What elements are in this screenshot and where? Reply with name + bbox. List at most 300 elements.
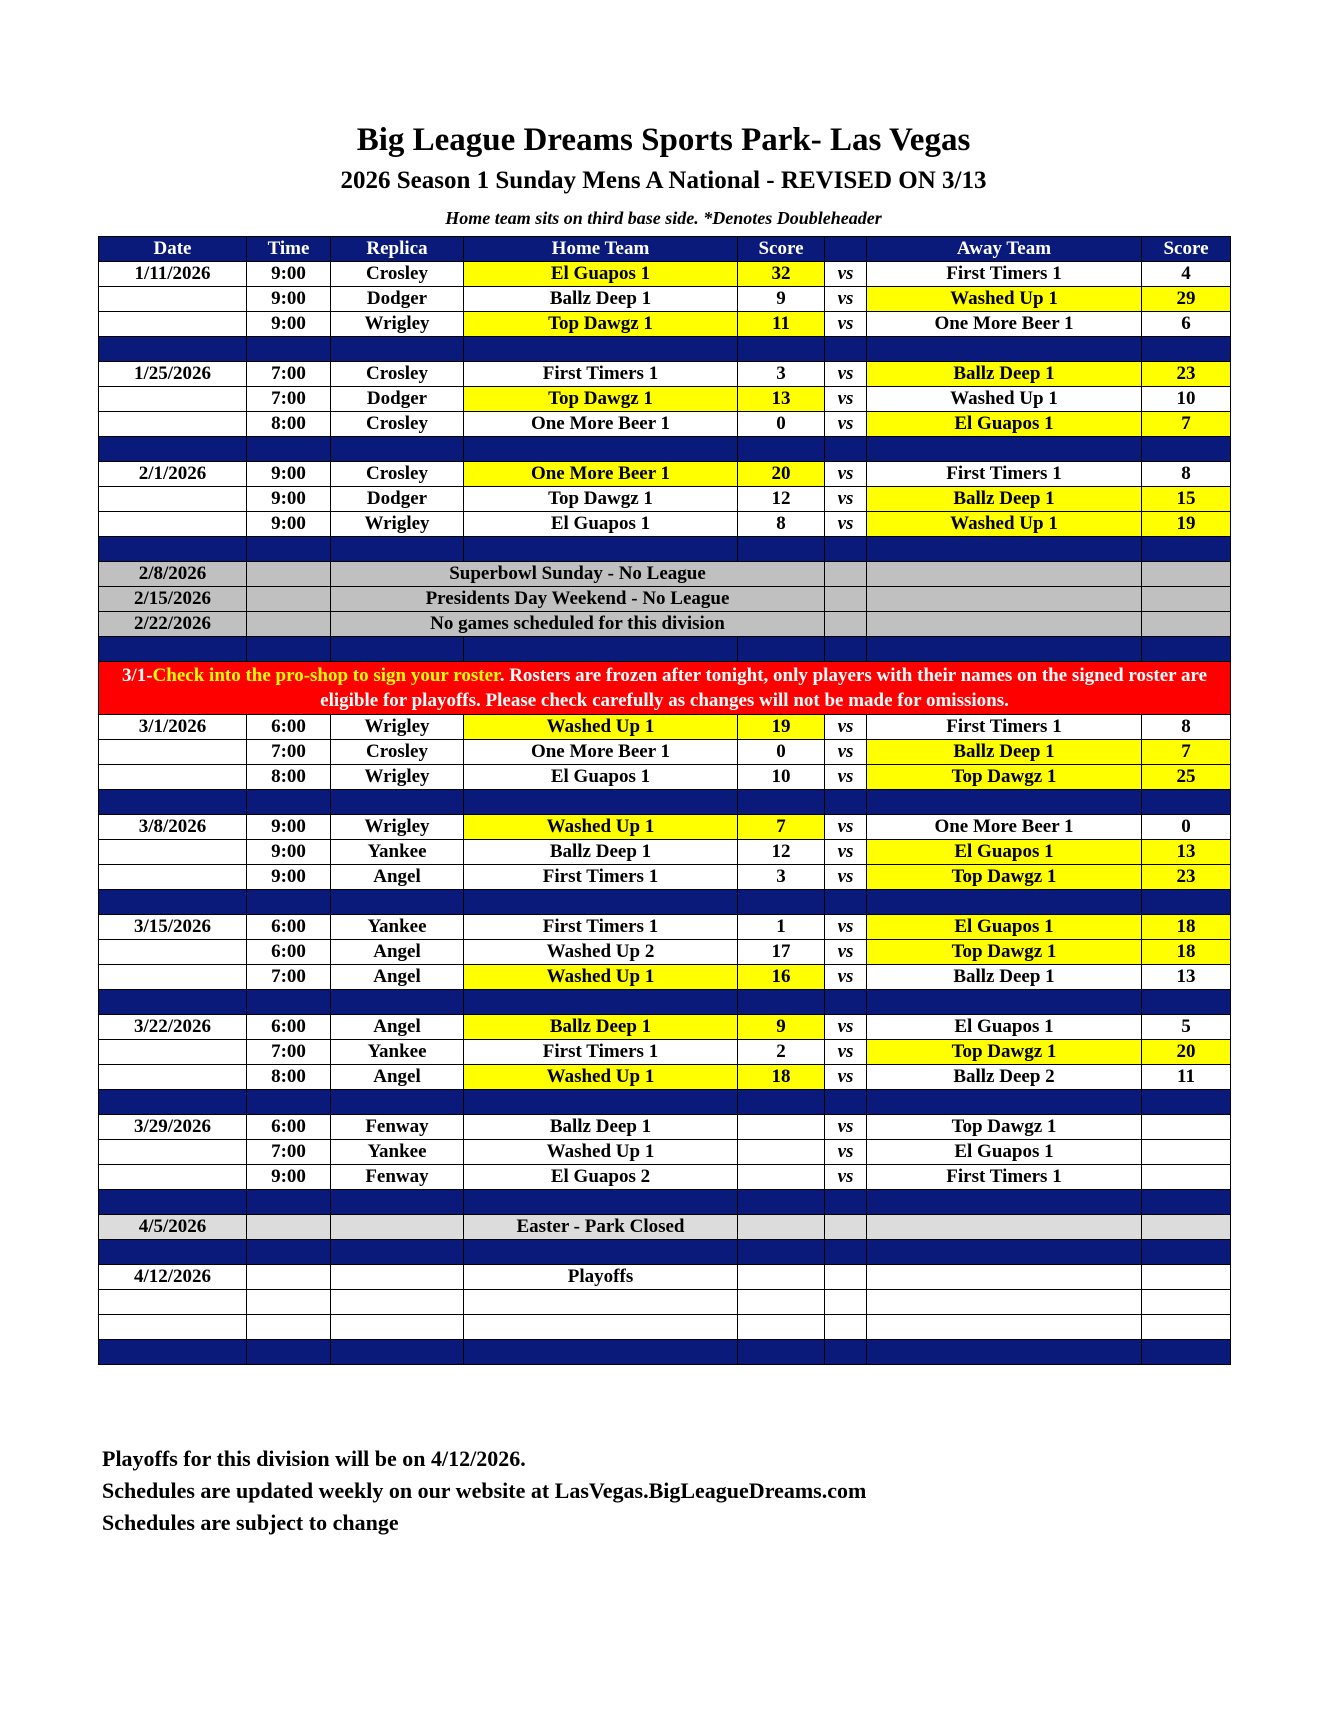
table-cell — [331, 1315, 464, 1340]
away-score: 8 — [1142, 462, 1231, 487]
separator-row — [99, 437, 1231, 462]
separator-cell — [464, 990, 738, 1015]
separator-cell — [738, 1340, 825, 1365]
game-date: 3/15/2026 — [99, 915, 247, 940]
home-team: Washed Up 1 — [464, 715, 738, 740]
game-time: 6:00 — [247, 915, 331, 940]
separator-cell — [738, 790, 825, 815]
table-cell — [247, 1290, 331, 1315]
home-team-note: Home team sits on third base side. *Denotes Doubleheader — [445, 208, 882, 228]
table-cell — [825, 1315, 867, 1340]
game-time: 8:00 — [247, 765, 331, 790]
vs-label: vs — [825, 412, 867, 437]
separator-cell — [738, 1090, 825, 1115]
home-team: Ballz Deep 1 — [464, 287, 738, 312]
no-league-row — [99, 612, 1231, 637]
game-row — [99, 462, 1231, 487]
home-team: El Guapos 2 — [464, 1165, 738, 1190]
table-cell — [825, 1265, 867, 1290]
table-cell — [867, 1215, 1142, 1240]
table-cell — [825, 587, 867, 612]
separator-cell — [1142, 990, 1231, 1015]
table-cell — [464, 1315, 738, 1340]
table-cell — [867, 587, 1142, 612]
playoffs-text: Playoffs — [464, 1265, 738, 1290]
field-name: Dodger — [331, 387, 464, 412]
separator-cell — [867, 337, 1142, 362]
vs-label: vs — [825, 487, 867, 512]
separator-cell — [825, 1240, 867, 1265]
vs-label: vs — [825, 1015, 867, 1040]
game-row — [99, 1115, 1231, 1140]
table-cell — [738, 1290, 825, 1315]
away-team: Washed Up 1 — [867, 387, 1142, 412]
table-cell — [247, 1315, 331, 1340]
game-time: 9:00 — [247, 462, 331, 487]
table-cell — [867, 1290, 1142, 1315]
away-team: Ballz Deep 2 — [867, 1065, 1142, 1090]
table-cell — [247, 1265, 331, 1290]
separator-row — [99, 1090, 1231, 1115]
field-name: Crosley — [331, 362, 464, 387]
park-closed-text: Easter - Park Closed — [464, 1215, 738, 1240]
away-score: 8 — [1142, 715, 1231, 740]
separator-cell — [247, 1240, 331, 1265]
game-row — [99, 1165, 1231, 1190]
home-score: 8 — [738, 512, 825, 537]
game-date: 3/22/2026 — [99, 1015, 247, 1040]
separator-cell — [331, 337, 464, 362]
separator-cell — [99, 890, 247, 915]
game-time: 9:00 — [247, 312, 331, 337]
field-name: Dodger — [331, 287, 464, 312]
away-team: El Guapos 1 — [867, 1015, 1142, 1040]
no-league-text: Superbowl Sunday - No League — [331, 562, 825, 587]
away-team: El Guapos 1 — [867, 1140, 1142, 1165]
separator-cell — [331, 990, 464, 1015]
home-score: 3 — [738, 865, 825, 890]
column-header: Date — [99, 237, 247, 262]
game-date — [99, 1165, 247, 1190]
vs-label: vs — [825, 362, 867, 387]
away-score: 18 — [1142, 940, 1231, 965]
column-header: Score — [1142, 237, 1231, 262]
table-cell — [1142, 612, 1231, 637]
separator-cell — [825, 1340, 867, 1365]
home-score — [738, 1165, 825, 1190]
table-cell — [738, 1315, 825, 1340]
away-score: 10 — [1142, 387, 1231, 412]
separator-cell — [1142, 437, 1231, 462]
notice-highlight: Check into the pro-shop to sign your roster — [152, 665, 500, 686]
field-name: Angel — [331, 965, 464, 990]
no-league-text: No games scheduled for this division — [331, 612, 825, 637]
game-row — [99, 715, 1231, 740]
table-cell — [331, 1215, 464, 1240]
away-score — [1142, 1165, 1231, 1190]
column-header — [825, 237, 867, 262]
home-team: Ballz Deep 1 — [464, 1015, 738, 1040]
table-cell — [1142, 562, 1231, 587]
game-date — [99, 312, 247, 337]
game-row — [99, 287, 1231, 312]
separator-cell — [99, 537, 247, 562]
game-row — [99, 1065, 1231, 1090]
separator-cell — [867, 1340, 1142, 1365]
table-cell — [331, 1265, 464, 1290]
home-team: El Guapos 1 — [464, 765, 738, 790]
table-cell — [99, 1290, 247, 1315]
game-time: 9:00 — [247, 1165, 331, 1190]
roster-notice-row — [99, 662, 1231, 715]
away-score: 13 — [1142, 965, 1231, 990]
separator-cell — [738, 990, 825, 1015]
separator-cell — [331, 890, 464, 915]
vs-label: vs — [825, 462, 867, 487]
separator-cell — [331, 1240, 464, 1265]
column-header: Replica — [331, 237, 464, 262]
home-score: 13 — [738, 387, 825, 412]
away-team: El Guapos 1 — [867, 840, 1142, 865]
separator-cell — [331, 790, 464, 815]
separator-cell — [825, 890, 867, 915]
no-league-row — [99, 562, 1231, 587]
away-score: 6 — [1142, 312, 1231, 337]
table-cell — [464, 1290, 738, 1315]
column-header: Home Team — [464, 237, 738, 262]
away-team: Top Dawgz 1 — [867, 865, 1142, 890]
game-date: 2/22/2026 — [99, 612, 247, 637]
game-row — [99, 865, 1231, 890]
separator-row — [99, 1340, 1231, 1365]
blank-row — [99, 1315, 1231, 1340]
away-team: One More Beer 1 — [867, 815, 1142, 840]
field-name: Wrigley — [331, 715, 464, 740]
footer-playoffs: Playoffs for this division will be on 4/12/2026. — [102, 1446, 526, 1471]
home-score: 12 — [738, 487, 825, 512]
home-team: First Timers 1 — [464, 362, 738, 387]
separator-cell — [99, 1240, 247, 1265]
playoffs-row — [99, 1265, 1231, 1290]
table-cell — [1142, 1265, 1231, 1290]
vs-label: vs — [825, 312, 867, 337]
separator-cell — [738, 537, 825, 562]
home-team: Washed Up 1 — [464, 1065, 738, 1090]
vs-label: vs — [825, 287, 867, 312]
game-date — [99, 287, 247, 312]
game-row — [99, 312, 1231, 337]
game-date: 4/12/2026 — [99, 1265, 247, 1290]
vs-label: vs — [825, 765, 867, 790]
vs-label: vs — [825, 387, 867, 412]
game-time: 9:00 — [247, 512, 331, 537]
separator-cell — [247, 1340, 331, 1365]
table-cell — [867, 1315, 1142, 1340]
away-score: 5 — [1142, 1015, 1231, 1040]
table-cell — [825, 612, 867, 637]
separator-cell — [867, 1090, 1142, 1115]
table-cell — [1142, 1215, 1231, 1240]
separator-cell — [738, 437, 825, 462]
away-team: First Timers 1 — [867, 1165, 1142, 1190]
field-name: Crosley — [331, 262, 464, 287]
game-date — [99, 387, 247, 412]
separator-row — [99, 537, 1231, 562]
separator-cell — [738, 890, 825, 915]
home-team: El Guapos 1 — [464, 262, 738, 287]
game-time: 7:00 — [247, 362, 331, 387]
vs-label: vs — [825, 1165, 867, 1190]
table-cell — [825, 1290, 867, 1315]
separator-cell — [738, 1190, 825, 1215]
home-score: 20 — [738, 462, 825, 487]
away-score: 13 — [1142, 840, 1231, 865]
game-row — [99, 840, 1231, 865]
separator-cell — [1142, 637, 1231, 662]
home-team: One More Beer 1 — [464, 462, 738, 487]
field-name: Wrigley — [331, 312, 464, 337]
home-team: Ballz Deep 1 — [464, 840, 738, 865]
home-score: 3 — [738, 362, 825, 387]
away-team: El Guapos 1 — [867, 412, 1142, 437]
separator-cell — [825, 637, 867, 662]
home-team: First Timers 1 — [464, 1040, 738, 1065]
separator-row — [99, 337, 1231, 362]
separator-cell — [825, 337, 867, 362]
separator-cell — [247, 1090, 331, 1115]
field-name: Crosley — [331, 412, 464, 437]
away-team: First Timers 1 — [867, 715, 1142, 740]
separator-cell — [867, 1190, 1142, 1215]
field-name: Fenway — [331, 1165, 464, 1190]
home-team: Washed Up 1 — [464, 815, 738, 840]
home-team: First Timers 1 — [464, 865, 738, 890]
away-team: Ballz Deep 1 — [867, 362, 1142, 387]
field-name: Angel — [331, 865, 464, 890]
column-header: Score — [738, 237, 825, 262]
game-date — [99, 740, 247, 765]
home-team: Washed Up 1 — [464, 965, 738, 990]
separator-cell — [464, 637, 738, 662]
table-cell — [1142, 1290, 1231, 1315]
vs-label: vs — [825, 865, 867, 890]
away-score: 18 — [1142, 915, 1231, 940]
notice-date: 3/1- — [121, 665, 153, 686]
away-team: Top Dawgz 1 — [867, 765, 1142, 790]
separator-cell — [1142, 1090, 1231, 1115]
field-name: Angel — [331, 1065, 464, 1090]
game-row — [99, 740, 1231, 765]
away-score: 7 — [1142, 412, 1231, 437]
game-row — [99, 512, 1231, 537]
schedule-table — [98, 236, 1231, 1365]
game-row — [99, 1140, 1231, 1165]
game-time: 6:00 — [247, 940, 331, 965]
table-cell — [825, 562, 867, 587]
game-row — [99, 262, 1231, 287]
separator-cell — [867, 790, 1142, 815]
away-score: 29 — [1142, 287, 1231, 312]
separator-cell — [247, 990, 331, 1015]
game-date — [99, 1040, 247, 1065]
footer-subject-to-change: Schedules are subject to change — [102, 1510, 399, 1535]
separator-cell — [825, 1090, 867, 1115]
vs-label: vs — [825, 262, 867, 287]
home-team: One More Beer 1 — [464, 740, 738, 765]
field-name: Crosley — [331, 462, 464, 487]
away-score: 4 — [1142, 262, 1231, 287]
table-cell — [1142, 1315, 1231, 1340]
table-cell — [867, 1265, 1142, 1290]
game-time: 9:00 — [247, 287, 331, 312]
game-row — [99, 915, 1231, 940]
separator-cell — [247, 790, 331, 815]
home-score — [738, 1115, 825, 1140]
game-date — [99, 487, 247, 512]
separator-cell — [464, 890, 738, 915]
separator-cell — [247, 1190, 331, 1215]
game-time: 7:00 — [247, 965, 331, 990]
separator-cell — [464, 790, 738, 815]
separator-cell — [331, 437, 464, 462]
field-name: Yankee — [331, 840, 464, 865]
home-score: 2 — [738, 1040, 825, 1065]
table-cell — [738, 1265, 825, 1290]
separator-cell — [464, 1240, 738, 1265]
home-team: First Timers 1 — [464, 915, 738, 940]
separator-cell — [99, 1090, 247, 1115]
roster-notice — [99, 662, 1231, 715]
game-date: 3/29/2026 — [99, 1115, 247, 1140]
field-name: Wrigley — [331, 815, 464, 840]
game-date: 4/5/2026 — [99, 1215, 247, 1240]
home-score: 0 — [738, 740, 825, 765]
separator-cell — [1142, 537, 1231, 562]
away-team: First Timers 1 — [867, 462, 1142, 487]
separator-cell — [331, 1340, 464, 1365]
vs-label: vs — [825, 740, 867, 765]
away-score — [1142, 1115, 1231, 1140]
column-header: Away Team — [867, 237, 1142, 262]
game-time: 6:00 — [247, 1115, 331, 1140]
separator-cell — [738, 1240, 825, 1265]
game-row — [99, 965, 1231, 990]
away-score: 19 — [1142, 512, 1231, 537]
field-name: Wrigley — [331, 512, 464, 537]
game-row — [99, 765, 1231, 790]
separator-cell — [464, 1340, 738, 1365]
game-time: 9:00 — [247, 865, 331, 890]
vs-label: vs — [825, 815, 867, 840]
separator-cell — [1142, 790, 1231, 815]
game-time: 9:00 — [247, 262, 331, 287]
away-team: Ballz Deep 1 — [867, 487, 1142, 512]
table-cell — [867, 562, 1142, 587]
home-score: 10 — [738, 765, 825, 790]
home-score: 11 — [738, 312, 825, 337]
separator-cell — [331, 1190, 464, 1215]
game-time: 8:00 — [247, 1065, 331, 1090]
game-time: 8:00 — [247, 412, 331, 437]
separator-cell — [464, 1190, 738, 1215]
away-team: El Guapos 1 — [867, 915, 1142, 940]
field-name: Crosley — [331, 740, 464, 765]
game-date — [99, 512, 247, 537]
game-time: 9:00 — [247, 815, 331, 840]
away-team: Top Dawgz 1 — [867, 1040, 1142, 1065]
away-score: 23 — [1142, 865, 1231, 890]
home-team: One More Beer 1 — [464, 412, 738, 437]
vs-label: vs — [825, 512, 867, 537]
separator-cell — [825, 537, 867, 562]
away-score: 15 — [1142, 487, 1231, 512]
vs-label: vs — [825, 940, 867, 965]
away-team: Top Dawgz 1 — [867, 940, 1142, 965]
game-row — [99, 1040, 1231, 1065]
park-closed-row — [99, 1215, 1231, 1240]
separator-cell — [738, 637, 825, 662]
vs-label: vs — [825, 715, 867, 740]
away-team: Washed Up 1 — [867, 512, 1142, 537]
separator-cell — [99, 637, 247, 662]
table-cell — [247, 1215, 331, 1240]
away-team: Ballz Deep 1 — [867, 740, 1142, 765]
game-date — [99, 765, 247, 790]
separator-cell — [825, 1190, 867, 1215]
game-time: 9:00 — [247, 487, 331, 512]
separator-cell — [1142, 1190, 1231, 1215]
game-date — [99, 1140, 247, 1165]
game-date — [99, 840, 247, 865]
separator-cell — [825, 990, 867, 1015]
separator-row — [99, 637, 1231, 662]
game-time: 7:00 — [247, 1040, 331, 1065]
home-team: Washed Up 2 — [464, 940, 738, 965]
separator-row — [99, 1190, 1231, 1215]
no-league-text: Presidents Day Weekend - No League — [331, 587, 825, 612]
game-date: 1/25/2026 — [99, 362, 247, 387]
home-score: 9 — [738, 1015, 825, 1040]
home-score — [738, 1140, 825, 1165]
separator-cell — [99, 437, 247, 462]
away-score: 7 — [1142, 740, 1231, 765]
blank-row — [99, 1290, 1231, 1315]
home-team: Top Dawgz 1 — [464, 387, 738, 412]
page-title: Big League Dreams Sports Park- Las Vegas — [356, 122, 971, 158]
separator-cell — [464, 337, 738, 362]
away-team: Top Dawgz 1 — [867, 1115, 1142, 1140]
game-time: 7:00 — [247, 740, 331, 765]
away-score: 0 — [1142, 815, 1231, 840]
separator-cell — [464, 537, 738, 562]
vs-label: vs — [825, 840, 867, 865]
separator-cell — [867, 1240, 1142, 1265]
game-row — [99, 387, 1231, 412]
separator-cell — [247, 437, 331, 462]
table-cell — [247, 587, 331, 612]
field-name: Yankee — [331, 1140, 464, 1165]
separator-cell — [247, 890, 331, 915]
separator-cell — [867, 437, 1142, 462]
home-team: Ballz Deep 1 — [464, 1115, 738, 1140]
separator-cell — [1142, 1340, 1231, 1365]
away-team: Ballz Deep 1 — [867, 965, 1142, 990]
table-cell — [247, 562, 331, 587]
game-date — [99, 1065, 247, 1090]
table-cell — [825, 1215, 867, 1240]
separator-row — [99, 990, 1231, 1015]
table-cell — [99, 1315, 247, 1340]
